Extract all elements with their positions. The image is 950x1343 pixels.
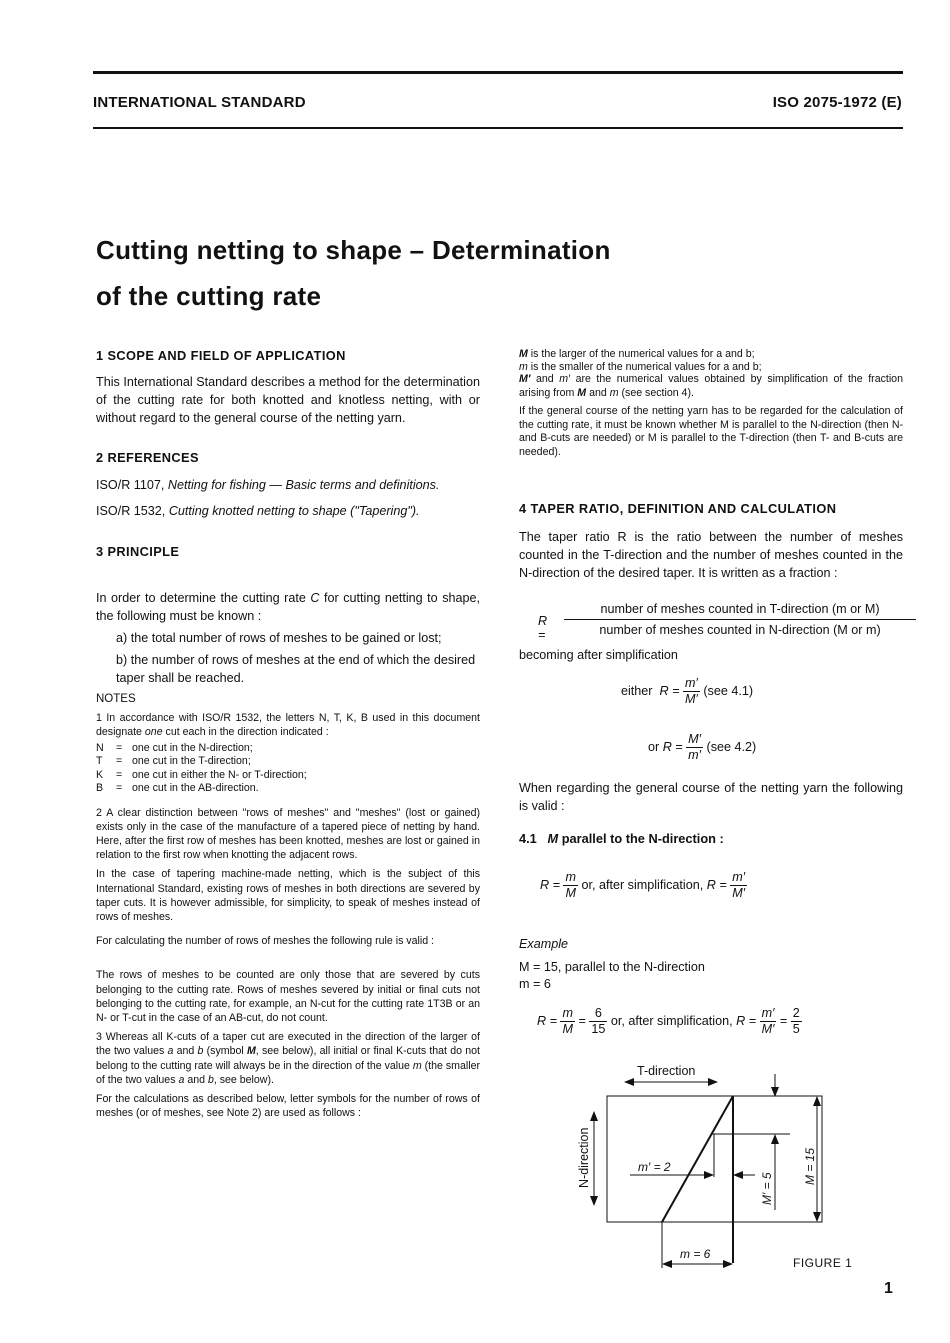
M-label: M = 15 <box>803 1147 817 1185</box>
symbol-m: m <box>609 386 619 399</box>
example-formula: R = $\frac{m}{M}$ = $\frac{6}{15}$ or, after simplification, R = $\frac{m'}{M'}$ = $\frac{2}{5}$ <box>537 1006 800 1036</box>
symbol-c: C <box>310 591 320 605</box>
m-prime-label: m′ = 2 <box>638 1160 671 1174</box>
note-2-paragraph-4: The rows of meshes to be counted are only those that are severed by cuts belonging to the cutting rate. Rows of meshes severed by initial or final cuts not belonging to the cutting rate, for example, an N-cut for the cutting rate 1T3B or an N- or T-cut in the case of an AB-cut, do not count. <box>96 969 480 1025</box>
denominator: m′ <box>688 748 702 762</box>
numerator: m′ <box>684 676 698 690</box>
definition-primes <box>519 373 903 400</box>
ratio-denominator: number of meshes counted in N-direction (M or m) <box>599 623 881 637</box>
symbol-b: b <box>197 1045 204 1058</box>
fraction-m-prime-over-M-prime <box>730 870 747 901</box>
figure-caption: FIGURE 1 <box>793 1256 853 1270</box>
def-equals: = <box>116 741 123 754</box>
definition-m <box>519 361 903 374</box>
after-simplification-text: or, after simplification, <box>581 877 704 892</box>
when-regarding-paragraph: When regarding the general course of the netting yarn the following is valid : <box>519 781 903 813</box>
formula-or <box>648 732 756 763</box>
fraction-m-over-M <box>560 1006 575 1037</box>
reference-4-1: (see 4.1) <box>703 683 754 698</box>
note-4: For the calculations as described below, letter symbols for the number of rows of meshes (or of meshes, see Note 2) are used as follows : <box>96 1093 480 1120</box>
header-standard-number: ISO 2075-1972 (E) <box>772 94 902 111</box>
numerator: m′ <box>732 870 746 884</box>
numerator: m′ <box>761 1006 775 1020</box>
note-3-and: and <box>187 1073 205 1086</box>
denominator: M <box>562 1022 573 1036</box>
definition-and: and <box>535 373 554 385</box>
fraction-m-prime-over-M-prime <box>683 676 700 707</box>
or-label: or <box>648 739 660 754</box>
note-2-paragraph-3: For calculating the number of rows of meshes the following rule is valid : <box>96 935 434 948</box>
numerator: 2 <box>792 1006 800 1020</box>
note-1-emphasis: one <box>144 726 163 739</box>
intro-text: In order to determine the cutting rate <box>96 591 306 605</box>
symbol-M-prime: M′ <box>519 373 531 385</box>
n-direction-label: N-direction <box>577 1127 591 1188</box>
symbol-b: b <box>207 1073 214 1086</box>
m-label: m = 6 <box>680 1247 711 1261</box>
document-title-line2: of the cutting rate <box>96 281 322 311</box>
note-3 <box>96 1030 480 1087</box>
symbol-R: R = <box>662 739 683 754</box>
example-label: Example <box>519 937 568 951</box>
section-4-body: The taper ratio R is the ratio between the number of meshes counted in the T-direction and the number of meshes counted in the N-direction of the desired taper. It is written as a fraction : <box>519 530 903 580</box>
def-text: one cut in the AB-direction. <box>132 782 259 795</box>
numerator: m <box>562 1006 573 1020</box>
def-text: one cut in the T-direction; <box>132 755 251 768</box>
fraction-6-over-15 <box>589 1006 607 1037</box>
symbol-a: a <box>167 1045 174 1058</box>
numerator: m <box>565 870 576 884</box>
definition-text: are the numerical values obtained by simplification of the fraction arising from <box>519 373 903 399</box>
document-title-line1: Cutting netting to shape – Determination <box>96 235 611 265</box>
header-rule-top <box>93 71 903 74</box>
symbol-R: R = <box>540 877 560 892</box>
general-course-paragraph: If the general course of the netting yarn has to be regarded for the calculation of the cutting rate, it must be known whether M is parallel to the N-direction (then N- and B-cuts are needed) or M is parallel to the T-direction (then T- and B-cuts are needed). <box>519 405 903 458</box>
note-3-and: and <box>176 1045 195 1058</box>
t-direction-label: T-direction <box>637 1064 696 1078</box>
def-text: one cut in the N-direction; <box>132 741 253 754</box>
definition-n <box>96 742 480 756</box>
intro-text-cont: for cutting netting to shape, the following must be known : <box>96 591 481 623</box>
ratio-fraction <box>564 602 916 637</box>
denominator: M′ <box>684 692 698 706</box>
denominator: M′ <box>761 1022 775 1036</box>
numerator: 6 <box>589 1006 607 1022</box>
symbol-M: M <box>246 1045 256 1058</box>
def-equals: = <box>116 768 123 781</box>
note-2-paragraph-2: In the case of tapering machine-made netting, which is the subject of this International Standard, existing rows of meshes in both directions are severed by taper cuts. It is however admissible, for simplicity, to speak of meshes instead of rows of meshes. <box>96 868 480 924</box>
definition-and: and <box>589 386 607 399</box>
def-symbol: N <box>96 741 104 754</box>
note-1 <box>96 711 480 739</box>
cut-definitions <box>96 742 480 796</box>
header-left-label: INTERNATIONAL STANDARD <box>93 94 306 111</box>
figure-1-diagram <box>560 1055 860 1280</box>
page-number: 1 <box>884 1280 893 1297</box>
def-symbol: K <box>96 768 104 781</box>
reference-1 <box>96 476 480 494</box>
reference-2-title: Cutting knotted netting to shape ("Tapering"). <box>168 504 420 518</box>
symbol-R: R = <box>537 1013 557 1028</box>
section-3-heading: 3 PRINCIPLE <box>96 544 180 559</box>
symbol-M: M <box>577 386 587 399</box>
denominator: M′ <box>732 886 746 900</box>
fraction-m-prime-over-M-prime <box>760 1006 777 1037</box>
list-item-a: a) the total number of rows of meshes to be gained or lost; <box>116 631 442 645</box>
section-1-body: This International Standard describes a method for the determination of the cutting rate for both knotted and knotless netting, with or without regard to the general course of the netting yarn. <box>96 375 480 425</box>
header-rule-bottom <box>93 127 903 129</box>
reference-2 <box>96 502 480 520</box>
becoming-text: becoming after simplification <box>519 648 678 662</box>
M-prime-label: M′ = 5 <box>760 1172 774 1205</box>
section-3-intro <box>96 589 480 625</box>
symbol-R: R = <box>538 614 548 642</box>
definition-text-end: (see section 4). <box>621 386 694 399</box>
definition-text: is the larger of the numerical values for a and b; <box>530 348 755 360</box>
note-2-paragraph-1: 2 A clear distinction between "rows of meshes" and "meshes" (lost or gained) exists only in the case of the manufacture of a tapered piece of netting by hand. Here, after the first row of meshes has been knotted, meshes are lost or gained in relation to the first row when knotting the adjacent rows. <box>96 806 480 862</box>
symbol-R: R = <box>706 877 727 892</box>
note-3-text-cont: , see below), all initial or final K-cuts that do not belong to the cutting rate will always be in the direction of the value <box>96 1045 480 1072</box>
section-number: 4.1 <box>519 831 537 846</box>
list-item-b: b) the number of rows of meshes at the end of which the desired taper shall be reached. <box>116 653 476 685</box>
section-4-heading: 4 TAPER RATIO, DEFINITION AND CALCULATION <box>519 501 837 516</box>
note-3-end: , see below). <box>213 1073 274 1086</box>
def-equals: = <box>116 755 123 768</box>
fraction-M-prime-over-m-prime <box>686 732 703 763</box>
formula-either <box>621 676 753 707</box>
def-symbol: T <box>96 755 103 768</box>
fraction-m-over-M <box>563 870 578 901</box>
section-title: parallel to the N-direction : <box>561 831 724 846</box>
def-symbol: B <box>96 782 104 795</box>
numerator: M′ <box>688 732 702 746</box>
denominator: M <box>565 886 576 900</box>
symbol-m: m <box>412 1059 422 1072</box>
denominator: 5 <box>792 1022 800 1036</box>
section-2-heading: 2 REFERENCES <box>96 450 199 465</box>
symbol-m-prime: m′ <box>559 373 570 385</box>
definition-M <box>519 348 903 361</box>
example-m-value: m = 6 <box>519 977 551 991</box>
reference-1-title: Netting for fishing — Basic terms and definitions. <box>167 478 440 492</box>
symbol-M: M <box>519 348 528 360</box>
note-1-text: 1 In accordance with ISO/R 1532, the letters N, T, K, B used in this document designate <box>96 712 480 739</box>
symbol-definitions <box>519 348 903 459</box>
symbol-R: R = <box>736 1013 757 1028</box>
symbol-M: M <box>547 831 559 846</box>
notes <box>96 692 480 1120</box>
reference-2-code: ISO/R 1532, <box>96 504 166 518</box>
after-simplification-text: or, after simplification, <box>610 1013 733 1028</box>
example-M-value: M = 15, parallel to the N-direction <box>519 960 705 974</box>
section-4-1-heading <box>519 831 724 846</box>
definition-text: is the smaller of the numerical values for a and b; <box>530 360 762 373</box>
symbol-m: m <box>519 360 528 373</box>
def-equals: = <box>116 782 123 795</box>
left-column <box>96 347 480 1120</box>
note-3-text-cont2: (the smaller of the two values <box>96 1059 480 1086</box>
section-1-heading: 1 SCOPE AND FIELD OF APPLICATION <box>96 348 346 363</box>
note-3-text: 3 Whereas all K-cuts of a taper cut are executed in the direction of the larger of the two values <box>96 1031 480 1058</box>
ratio-numerator: number of meshes counted in T-direction (m or M) <box>564 602 916 620</box>
formula-4-1 <box>540 870 747 901</box>
def-text: one cut in either the N- or T-direction; <box>132 768 307 781</box>
reference-4-2: (see 4.2) <box>706 739 757 754</box>
section-4 <box>519 500 903 582</box>
symbol-a: a <box>178 1073 185 1086</box>
note-3-symbol-label: (symbol <box>206 1045 244 1058</box>
symbol-R: R = <box>659 683 680 698</box>
definition-t <box>96 755 480 769</box>
reference-1-code: ISO/R 1107, <box>96 478 165 492</box>
denominator: 15 <box>591 1022 606 1036</box>
note-1-text-cont: cut each in the direction indicated : <box>165 726 329 739</box>
definition-k <box>96 769 480 783</box>
taper-cut-line <box>662 1096 733 1222</box>
fraction-2-over-5 <box>791 1006 802 1037</box>
definition-b <box>96 782 480 796</box>
notes-heading: NOTES <box>96 693 136 705</box>
either-label: either <box>621 683 653 698</box>
